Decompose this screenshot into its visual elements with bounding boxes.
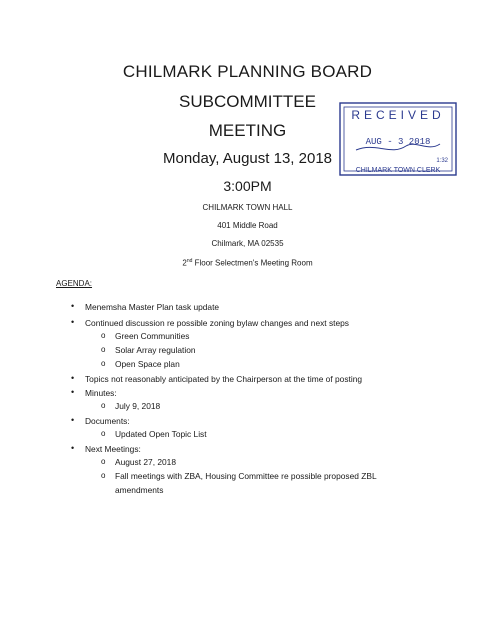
bullet-icon: •: [71, 317, 75, 327]
bullet-icon: •: [71, 301, 75, 311]
bullet-icon: •: [71, 387, 75, 397]
location-address: 401 Middle Road: [217, 221, 278, 230]
sub-bullet-icon: o: [101, 401, 106, 410]
agenda-subitem: Fall meetings with ZBA, Housing Committee re possible proposed ZBL: [115, 471, 377, 481]
sub-bullet-icon: o: [101, 345, 106, 354]
agenda-item: Menemsha Master Plan task update: [85, 302, 220, 312]
bullet-icon: •: [71, 373, 75, 383]
sub-bullet-icon: o: [101, 471, 106, 480]
sub-bullet-icon: o: [101, 457, 106, 466]
received-stamp: [336, 100, 464, 178]
agenda-item: Topics not reasonably anticipated by the Chairperson at the time of posting: [85, 374, 363, 384]
room-name: Floor Selectmen's Meeting Room: [192, 258, 313, 268]
sub-bullet-icon: o: [101, 331, 106, 340]
agenda-item: Next Meetings:: [85, 444, 141, 454]
room-floor-number: 2: [182, 258, 187, 268]
title-board: CHILMARK PLANNING BOARD: [122, 62, 373, 81]
agenda-heading: AGENDA:: [56, 279, 93, 288]
agenda-subitem: August 27, 2018: [115, 457, 177, 467]
agenda-subitem: July 9, 2018: [115, 401, 161, 411]
sub-bullet-icon: o: [101, 429, 106, 438]
agenda-item: Minutes:: [85, 388, 117, 398]
agenda-item: Documents:: [85, 416, 130, 426]
agenda-subitem: Green Communities: [115, 331, 190, 341]
stamp-time: 1:32: [436, 158, 448, 164]
meeting-time: 3:00PM: [223, 178, 272, 194]
agenda-subitem: Solar Array regulation: [115, 345, 196, 355]
title-meeting: MEETING: [208, 121, 287, 140]
title-subcommittee: SUBCOMMITTEE: [179, 92, 316, 111]
location-room: [0, 258, 495, 268]
stamp-label: RECEIVED: [351, 108, 445, 122]
agenda-subitem: Open Space plan: [115, 359, 180, 369]
location-name: CHILMARK TOWN HALL: [202, 203, 293, 212]
bullet-icon: •: [71, 415, 75, 425]
agenda-item: Continued discussion re possible zoning bylaw changes and next steps: [85, 318, 349, 328]
sub-bullet-icon: o: [101, 359, 106, 368]
stamp-office: CHILMARK TOWN CLERK: [355, 167, 441, 174]
bullet-icon: •: [71, 443, 75, 453]
location-city: Chilmark, MA 02535: [211, 239, 284, 248]
agenda-subitem: Updated Open Topic List: [115, 429, 207, 439]
stamp-date: AUG - 3 2018: [365, 137, 431, 147]
agenda-subitem-continuation: amendments: [115, 485, 164, 495]
room-floor-suffix: nd: [186, 258, 193, 264]
meeting-date: Monday, August 13, 2018: [162, 150, 332, 167]
